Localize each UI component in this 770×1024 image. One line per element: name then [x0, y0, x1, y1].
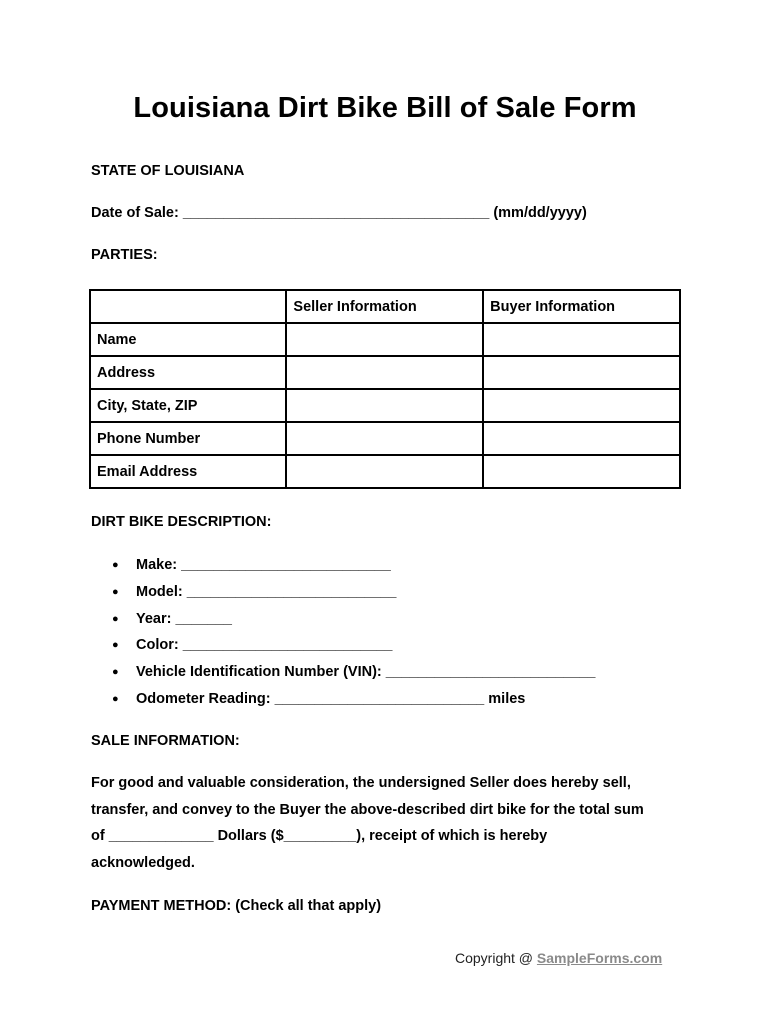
buyer-phone-cell[interactable]: [483, 422, 680, 455]
table-header-buyer: Buyer Information: [483, 290, 680, 323]
seller-city-state-zip-cell[interactable]: [286, 389, 483, 422]
buyer-email-cell[interactable]: [483, 455, 680, 488]
list-item: [112, 659, 595, 686]
table-header-seller: Seller Information: [286, 290, 483, 323]
document-title: Louisiana Dirt Bike Bill of Sale Form: [133, 92, 637, 124]
sale-paragraph-line: transfer, and convey to the Buyer the above-described dirt bike for the total sum: [91, 801, 644, 818]
row-label-city-state-zip: City, State, ZIP: [90, 389, 286, 422]
list-item: [112, 606, 595, 633]
bullet-icon: ●: [112, 559, 119, 571]
sale-information-paragraph: [91, 770, 691, 877]
row-label-phone: Phone Number: [90, 422, 286, 455]
payment-method-heading: PAYMENT METHOD: (Check all that apply): [91, 898, 382, 914]
seller-address-cell[interactable]: [286, 356, 483, 389]
sale-information-heading: SALE INFORMATION:: [91, 733, 240, 749]
copyright-footer: [455, 950, 662, 966]
table-header-blank: [90, 290, 286, 323]
table-row: [90, 422, 680, 455]
make-field[interactable]: Make: __________________________: [136, 557, 391, 573]
bullet-icon: ●: [112, 585, 119, 598]
bullet-icon: ●: [112, 692, 119, 705]
row-label-name: Name: [90, 323, 286, 356]
buyer-address-cell[interactable]: [483, 356, 680, 389]
sale-paragraph-line: acknowledged.: [91, 855, 195, 872]
list-item: [112, 552, 595, 579]
buyer-name-cell[interactable]: [483, 323, 680, 356]
copyright-prefix: Copyright @: [455, 950, 537, 966]
vin-field[interactable]: Vehicle Identification Number (VIN): __________________________: [136, 664, 596, 681]
bullet-icon: ●: [112, 666, 119, 679]
dirt-bike-description-list: [112, 552, 595, 713]
date-of-sale-line: Date of Sale: ______________________________________ (mm/dd/yyyy): [91, 205, 587, 221]
seller-email-cell[interactable]: [286, 455, 483, 488]
year-field[interactable]: Year: _______: [136, 610, 232, 627]
table-row: [90, 323, 680, 356]
sale-paragraph-line[interactable]: of _____________ Dollars ($_________), receipt of which is hereby: [91, 828, 548, 845]
list-item: [112, 579, 595, 606]
list-item: [112, 632, 595, 659]
seller-name-cell[interactable]: [286, 323, 483, 356]
row-label-address: Address: [90, 356, 286, 389]
seller-phone-cell[interactable]: [286, 422, 483, 455]
table-row: [90, 455, 680, 488]
state-label: STATE OF LOUISIANA: [91, 163, 245, 179]
bullet-icon: ●: [112, 612, 119, 625]
color-field[interactable]: Color: __________________________: [136, 637, 393, 654]
list-item: [112, 686, 595, 713]
parties-heading: PARTIES:: [91, 247, 158, 263]
dirt-bike-description-heading: DIRT BIKE DESCRIPTION:: [91, 514, 272, 530]
odometer-field[interactable]: Odometer Reading: __________________________ miles: [136, 690, 526, 707]
row-label-email: Email Address: [90, 455, 286, 488]
model-field[interactable]: Model: __________________________: [136, 583, 397, 600]
sale-paragraph-line: For good and valuable consideration, the undersigned Seller does hereby sell,: [91, 775, 631, 791]
table-header-row: [90, 290, 680, 323]
table-row: [90, 389, 680, 422]
buyer-city-state-zip-cell[interactable]: [483, 389, 680, 422]
parties-table: [89, 289, 681, 489]
brand-link[interactable]: SampleForms.com: [536, 950, 663, 966]
bullet-icon: ●: [112, 639, 119, 652]
table-row: [90, 356, 680, 389]
